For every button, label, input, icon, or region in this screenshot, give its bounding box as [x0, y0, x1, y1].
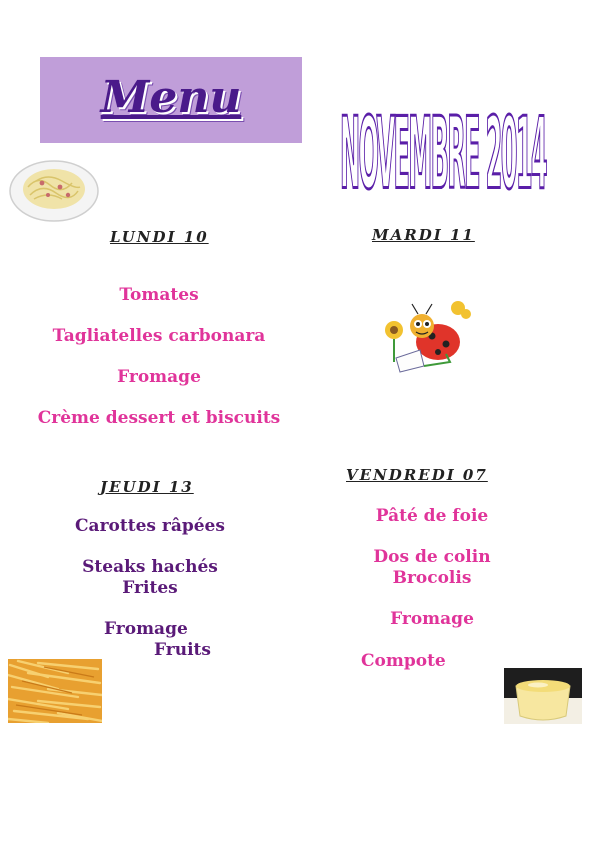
dish-vendredi-3: Brocolis	[392, 568, 472, 588]
dish-lundi-2: Tagliatelles carbonara	[52, 326, 266, 346]
dish-lundi-4: Crème dessert et biscuits	[37, 408, 281, 428]
dish-jeudi-2: Steaks hachés	[82, 557, 218, 577]
day-heading-vendredi: VENDREDI 07	[346, 466, 488, 484]
dish-vendredi-4: Fromage	[390, 609, 474, 629]
dish-lundi-3: Fromage	[117, 367, 201, 387]
compote-bowl-icon	[504, 668, 582, 724]
dish-jeudi-1: Carottes râpées	[75, 516, 225, 536]
menu-title: Menu	[100, 72, 242, 123]
ladybug-reading-icon	[380, 296, 476, 374]
month-title: NOVEMBRE 2014	[340, 95, 547, 212]
pasta-plate-icon	[8, 153, 100, 223]
dish-vendredi-2: Dos de colin	[373, 547, 491, 567]
dish-jeudi-3: Frites	[122, 578, 178, 598]
month-banner	[338, 82, 548, 212]
day-heading-jeudi: JEUDI 13	[100, 478, 194, 496]
dish-jeudi-4: Fromage	[104, 619, 188, 639]
day-heading-mardi: MARDI 11	[372, 226, 475, 244]
dish-vendredi-1: Pâté de foie	[375, 506, 489, 526]
dish-vendredi-5: Compote	[361, 651, 446, 671]
french-fries-icon	[8, 659, 102, 723]
dish-jeudi-5: Fruits	[154, 640, 211, 660]
day-heading-lundi: LUNDI 10	[110, 228, 209, 246]
dish-lundi-1: Tomates	[119, 285, 199, 305]
